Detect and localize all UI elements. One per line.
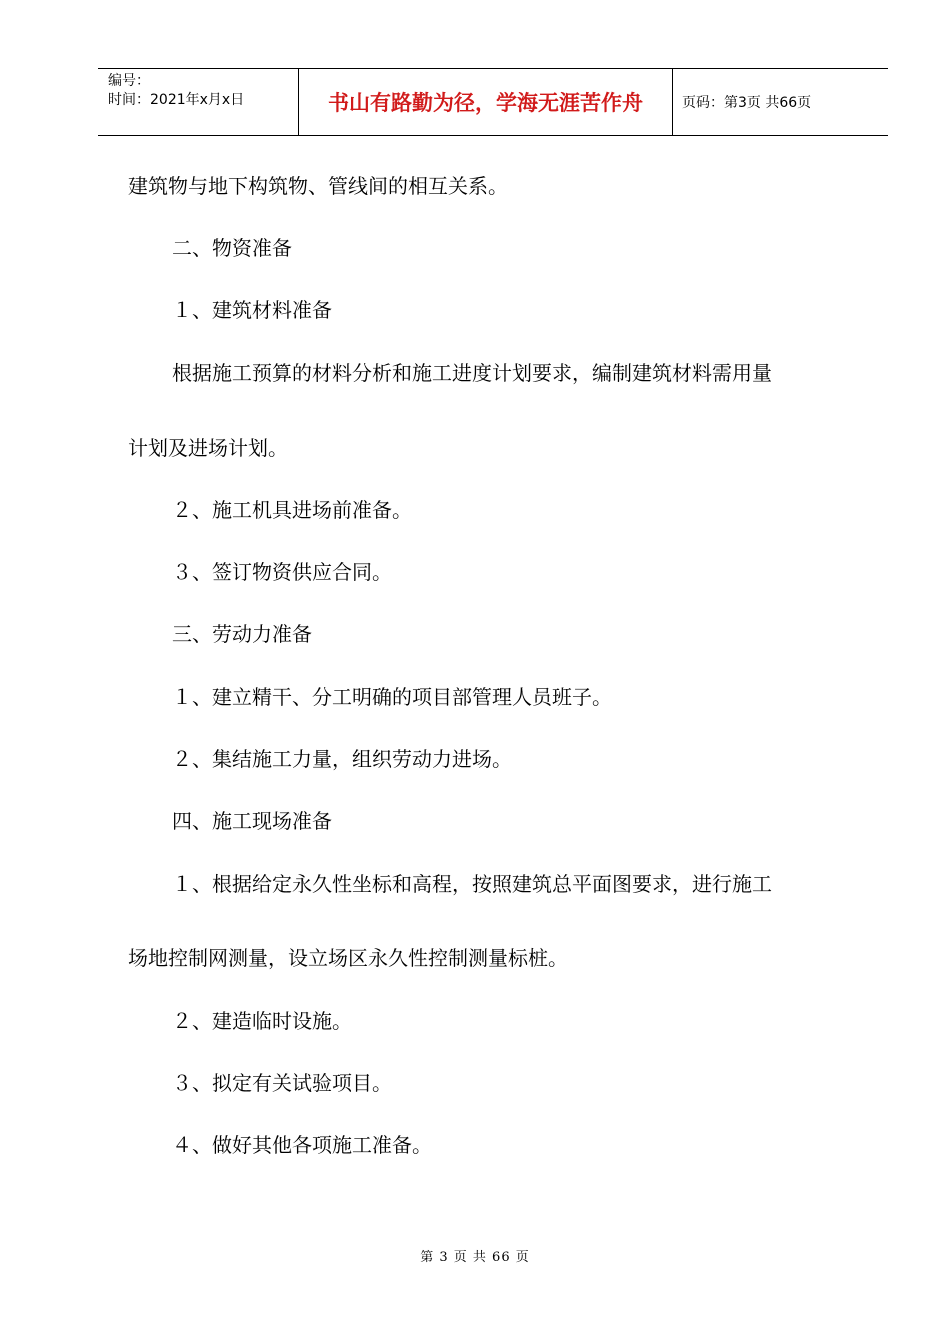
- list-item: ４、做好其他各项施工准备。: [172, 1133, 432, 1157]
- body-line: 根据施工预算的材料分析和施工进度计划要求，编制建筑材料需用量: [172, 361, 772, 385]
- section-heading: 二、物资准备: [172, 236, 292, 260]
- footer-page-number: 第 3 页 共 66 页: [420, 1250, 530, 1265]
- header-meta: [98, 69, 299, 135]
- list-item: ３、拟定有关试验项目。: [172, 1071, 392, 1095]
- serial-label: 编号：: [108, 73, 150, 89]
- header-motto: [299, 69, 673, 135]
- list-item: １、根据给定永久性坐标和高程，按照建筑总平面图要求，进行施工: [172, 872, 772, 896]
- list-item: ２、集结施工力量，组织劳动力进场。: [172, 747, 512, 771]
- list-item: １、建立精干、分工明确的项目部管理人员班子。: [172, 685, 612, 709]
- page-footer: [0, 1246, 950, 1265]
- section-heading: 四、施工现场准备: [172, 809, 332, 833]
- date-label: 时间：2021年x月x日: [108, 92, 245, 108]
- list-item: ２、施工机具进场前准备。: [172, 498, 412, 522]
- body-line: 建筑物与地下构筑物、管线间的相互关系。: [128, 174, 508, 198]
- header-page-info: [673, 69, 888, 135]
- page-info-text: 页码：第3页 共66页: [682, 95, 812, 111]
- subsection-heading: １、建筑材料准备: [172, 298, 332, 322]
- page-header: [98, 68, 888, 136]
- section-heading: 三、劳动力准备: [172, 622, 312, 646]
- motto-text: 书山有路勤为径，学海无涯苦作舟: [328, 91, 643, 115]
- body-line: 场地控制网测量，设立场区永久性控制测量标桩。: [128, 946, 568, 970]
- body-line: 计划及进场计划。: [128, 436, 288, 460]
- list-item: ２、建造临时设施。: [172, 1009, 352, 1033]
- list-item: ３、签订物资供应合同。: [172, 560, 392, 584]
